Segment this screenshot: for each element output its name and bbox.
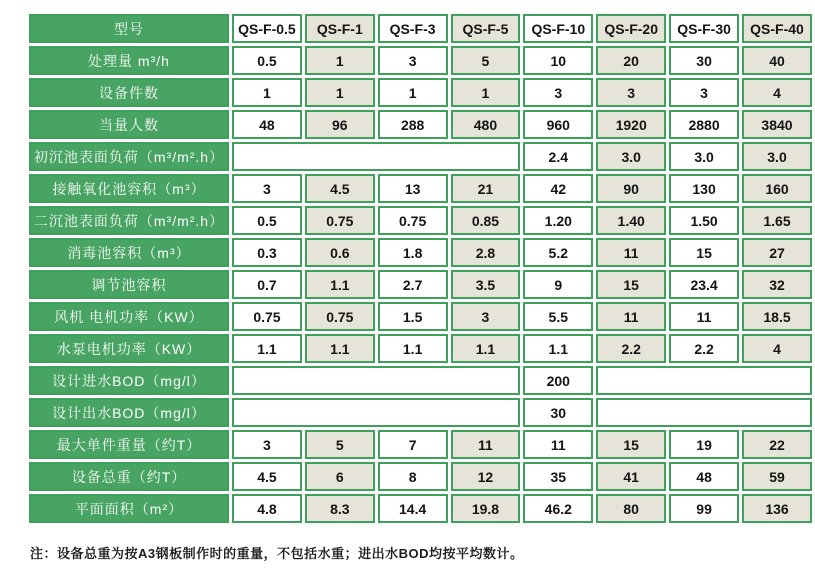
value-cell: 2.4 bbox=[523, 142, 593, 171]
value-cell: 21 bbox=[451, 174, 521, 203]
empty-merged-cell bbox=[596, 366, 812, 395]
empty-merged-cell bbox=[232, 398, 520, 427]
row-label: 调节池容积 bbox=[29, 270, 229, 299]
row-label: 处理量 m³/h bbox=[29, 46, 229, 75]
value-cell: 4 bbox=[742, 334, 812, 363]
value-cell: 3.5 bbox=[451, 270, 521, 299]
table-row bbox=[29, 302, 812, 331]
column-header: QS-F-40 bbox=[742, 14, 812, 43]
table-head bbox=[29, 14, 812, 43]
value-cell: 1.1 bbox=[378, 334, 448, 363]
table-row bbox=[29, 238, 812, 267]
column-header: QS-F-20 bbox=[596, 14, 666, 43]
spec-table bbox=[26, 11, 815, 526]
value-cell: 4.5 bbox=[305, 174, 375, 203]
value-cell: 3 bbox=[523, 78, 593, 107]
value-cell: 1 bbox=[305, 78, 375, 107]
value-cell: 5 bbox=[451, 46, 521, 75]
table-row bbox=[29, 206, 812, 235]
table-row bbox=[29, 110, 812, 139]
table-row bbox=[29, 174, 812, 203]
value-cell: 19 bbox=[669, 430, 739, 459]
row-label: 接触氧化池容积（m³） bbox=[29, 174, 229, 203]
value-cell: 0.85 bbox=[451, 206, 521, 235]
value-cell: 1.1 bbox=[451, 334, 521, 363]
value-cell: 5 bbox=[305, 430, 375, 459]
value-cell: 41 bbox=[596, 462, 666, 491]
value-cell: 1.1 bbox=[523, 334, 593, 363]
value-cell: 42 bbox=[523, 174, 593, 203]
table-row bbox=[29, 430, 812, 459]
row-label: 平面面积（m²） bbox=[29, 494, 229, 523]
value-cell: 11 bbox=[669, 302, 739, 331]
value-cell: 1.50 bbox=[669, 206, 739, 235]
value-cell: 1920 bbox=[596, 110, 666, 139]
column-header: QS-F-3 bbox=[378, 14, 448, 43]
value-cell: 11 bbox=[596, 302, 666, 331]
value-cell: 160 bbox=[742, 174, 812, 203]
value-cell: 0.75 bbox=[378, 206, 448, 235]
value-cell: 1 bbox=[378, 78, 448, 107]
value-cell: 32 bbox=[742, 270, 812, 299]
value-cell: 10 bbox=[523, 46, 593, 75]
value-cell: 27 bbox=[742, 238, 812, 267]
value-cell: 90 bbox=[596, 174, 666, 203]
value-cell: 3 bbox=[378, 46, 448, 75]
value-cell: 15 bbox=[596, 270, 666, 299]
empty-merged-cell bbox=[232, 142, 520, 171]
value-cell: 1.40 bbox=[596, 206, 666, 235]
column-header: QS-F-0.5 bbox=[232, 14, 302, 43]
value-cell: 96 bbox=[305, 110, 375, 139]
value-cell: 3.0 bbox=[742, 142, 812, 171]
value-cell: 11 bbox=[523, 430, 593, 459]
value-cell: 1.1 bbox=[232, 334, 302, 363]
value-cell: 200 bbox=[523, 366, 593, 395]
value-cell: 1.1 bbox=[305, 334, 375, 363]
row-label: 初沉池表面负荷（m³/m².h） bbox=[29, 142, 229, 171]
value-cell: 5.2 bbox=[523, 238, 593, 267]
value-cell: 2.7 bbox=[378, 270, 448, 299]
table-row bbox=[29, 398, 812, 427]
value-cell: 4.8 bbox=[232, 494, 302, 523]
row-label: 当量人数 bbox=[29, 110, 229, 139]
value-cell: 1.5 bbox=[378, 302, 448, 331]
value-cell: 1.20 bbox=[523, 206, 593, 235]
row-label: 最大单件重量（约T） bbox=[29, 430, 229, 459]
value-cell: 3 bbox=[232, 430, 302, 459]
value-cell: 8 bbox=[378, 462, 448, 491]
value-cell: 9 bbox=[523, 270, 593, 299]
value-cell: 48 bbox=[669, 462, 739, 491]
value-cell: 40 bbox=[742, 46, 812, 75]
value-cell: 23.4 bbox=[669, 270, 739, 299]
value-cell: 35 bbox=[523, 462, 593, 491]
value-cell: 2.2 bbox=[596, 334, 666, 363]
row-label: 设备件数 bbox=[29, 78, 229, 107]
value-cell: 99 bbox=[669, 494, 739, 523]
column-header: QS-F-1 bbox=[305, 14, 375, 43]
table-row bbox=[29, 494, 812, 523]
value-cell: 3 bbox=[232, 174, 302, 203]
row-label: 水泵电机功率（KW） bbox=[29, 334, 229, 363]
value-cell: 30 bbox=[523, 398, 593, 427]
table-row bbox=[29, 142, 812, 171]
value-cell: 0.75 bbox=[232, 302, 302, 331]
column-header: QS-F-5 bbox=[451, 14, 521, 43]
table-row bbox=[29, 334, 812, 363]
column-header: QS-F-30 bbox=[669, 14, 739, 43]
value-cell: 3 bbox=[669, 78, 739, 107]
value-cell: 0.6 bbox=[305, 238, 375, 267]
value-cell: 0.75 bbox=[305, 302, 375, 331]
value-cell: 0.5 bbox=[232, 46, 302, 75]
value-cell: 46.2 bbox=[523, 494, 593, 523]
value-cell: 48 bbox=[232, 110, 302, 139]
value-cell: 6 bbox=[305, 462, 375, 491]
value-cell: 1 bbox=[232, 78, 302, 107]
value-cell: 4 bbox=[742, 78, 812, 107]
value-cell: 14.4 bbox=[378, 494, 448, 523]
table-row bbox=[29, 78, 812, 107]
value-cell: 11 bbox=[451, 430, 521, 459]
value-cell: 1 bbox=[451, 78, 521, 107]
value-cell: 19.8 bbox=[451, 494, 521, 523]
value-cell: 18.5 bbox=[742, 302, 812, 331]
value-cell: 59 bbox=[742, 462, 812, 491]
empty-merged-cell bbox=[596, 398, 812, 427]
row-label: 设计进水BOD（mg/l） bbox=[29, 366, 229, 395]
table-row bbox=[29, 462, 812, 491]
value-cell: 3.0 bbox=[596, 142, 666, 171]
value-cell: 11 bbox=[596, 238, 666, 267]
table-body bbox=[29, 46, 812, 523]
value-cell: 0.3 bbox=[232, 238, 302, 267]
row-label: 二沉池表面负荷（m³/m².h） bbox=[29, 206, 229, 235]
header-row bbox=[29, 14, 812, 43]
value-cell: 136 bbox=[742, 494, 812, 523]
value-cell: 0.5 bbox=[232, 206, 302, 235]
value-cell: 13 bbox=[378, 174, 448, 203]
value-cell: 3840 bbox=[742, 110, 812, 139]
value-cell: 12 bbox=[451, 462, 521, 491]
value-cell: 3.0 bbox=[669, 142, 739, 171]
value-cell: 1.1 bbox=[305, 270, 375, 299]
header-model-label: 型号 bbox=[29, 14, 229, 43]
value-cell: 2.2 bbox=[669, 334, 739, 363]
value-cell: 7 bbox=[378, 430, 448, 459]
row-label: 风机 电机功率（KW） bbox=[29, 302, 229, 331]
footnote: 注：设备总重为按A3钢板制作时的重量，不包括水重；进出水BOD均按平均数计。 bbox=[30, 546, 524, 561]
column-header: QS-F-10 bbox=[523, 14, 593, 43]
table-row bbox=[29, 270, 812, 299]
value-cell: 3 bbox=[596, 78, 666, 107]
value-cell: 20 bbox=[596, 46, 666, 75]
value-cell: 2880 bbox=[669, 110, 739, 139]
value-cell: 130 bbox=[669, 174, 739, 203]
value-cell: 15 bbox=[596, 430, 666, 459]
value-cell: 4.5 bbox=[232, 462, 302, 491]
value-cell: 2.8 bbox=[451, 238, 521, 267]
value-cell: 15 bbox=[669, 238, 739, 267]
value-cell: 30 bbox=[669, 46, 739, 75]
value-cell: 1.65 bbox=[742, 206, 812, 235]
row-label: 设计出水BOD（mg/l） bbox=[29, 398, 229, 427]
table-row bbox=[29, 366, 812, 395]
value-cell: 5.5 bbox=[523, 302, 593, 331]
value-cell: 960 bbox=[523, 110, 593, 139]
value-cell: 3 bbox=[451, 302, 521, 331]
table-row bbox=[29, 46, 812, 75]
value-cell: 480 bbox=[451, 110, 521, 139]
value-cell: 0.75 bbox=[305, 206, 375, 235]
value-cell: 0.7 bbox=[232, 270, 302, 299]
empty-merged-cell bbox=[232, 366, 520, 395]
value-cell: 80 bbox=[596, 494, 666, 523]
value-cell: 8.3 bbox=[305, 494, 375, 523]
value-cell: 288 bbox=[378, 110, 448, 139]
value-cell: 22 bbox=[742, 430, 812, 459]
row-label: 设备总重（约T） bbox=[29, 462, 229, 491]
value-cell: 1 bbox=[305, 46, 375, 75]
row-label: 消毒池容积（m³） bbox=[29, 238, 229, 267]
value-cell: 1.8 bbox=[378, 238, 448, 267]
